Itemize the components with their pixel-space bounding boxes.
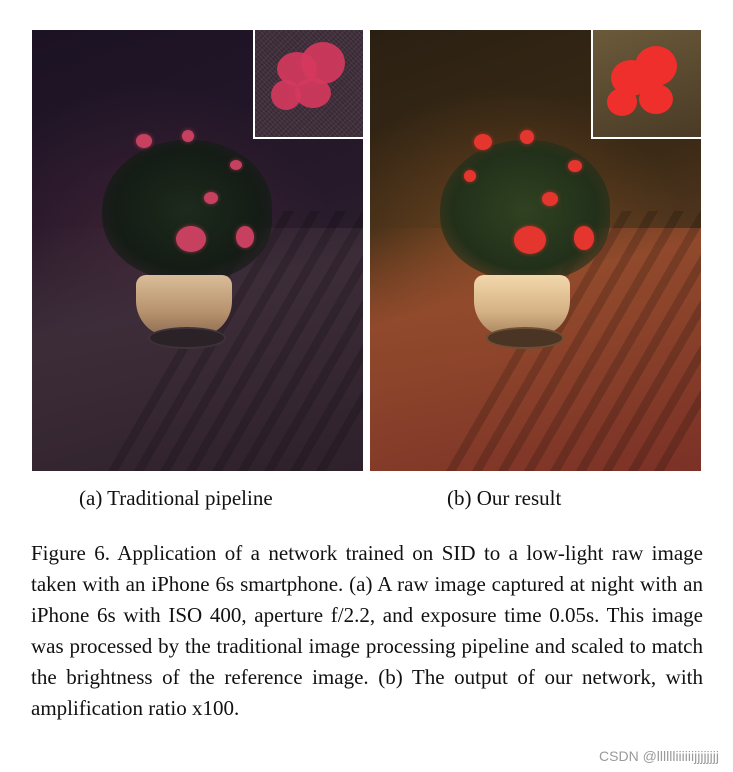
flower-closeup xyxy=(639,84,673,114)
flower xyxy=(568,160,582,172)
flower xyxy=(464,170,476,182)
flower xyxy=(136,134,152,148)
flower xyxy=(574,226,594,250)
flower-closeup xyxy=(295,78,331,108)
subcaption-our-result: (b) Our result xyxy=(447,486,562,510)
zoom-inset xyxy=(253,30,363,139)
watermark: CSDN @lllllliiiiiijjjjjjjj xyxy=(599,748,719,764)
subcaption-traditional-pipeline: (a) Traditional pipeline xyxy=(79,486,273,510)
figure-caption: Figure 6. Application of a network trained on SID to a low-light raw image taken with an iPhone 6s smartphone. (a) A raw image captured at night with an iPhone 6s with ISO 400, aperture f/2.2, and exposure time 0.05s. This image was processed by the traditional image processing pipeline and scaled to match the brightness of the reference image. (b) The output of our network, with amplification ratio x100. xyxy=(31,541,703,720)
plant-foliage xyxy=(440,140,610,280)
flower xyxy=(474,134,492,150)
flower-closeup xyxy=(635,46,677,86)
photo-traditional-pipeline xyxy=(32,30,363,471)
flower xyxy=(542,192,558,206)
flower xyxy=(176,226,206,252)
flower xyxy=(182,130,194,142)
flower xyxy=(230,160,242,170)
pot-saucer xyxy=(486,327,564,349)
plant-foliage xyxy=(102,140,272,280)
flower-closeup xyxy=(607,88,637,116)
flower xyxy=(204,192,218,204)
photo-our-result xyxy=(370,30,701,471)
pot-saucer xyxy=(148,327,226,349)
flower xyxy=(236,226,254,248)
flower xyxy=(520,130,534,144)
zoom-inset xyxy=(591,30,701,139)
flower xyxy=(514,226,546,254)
